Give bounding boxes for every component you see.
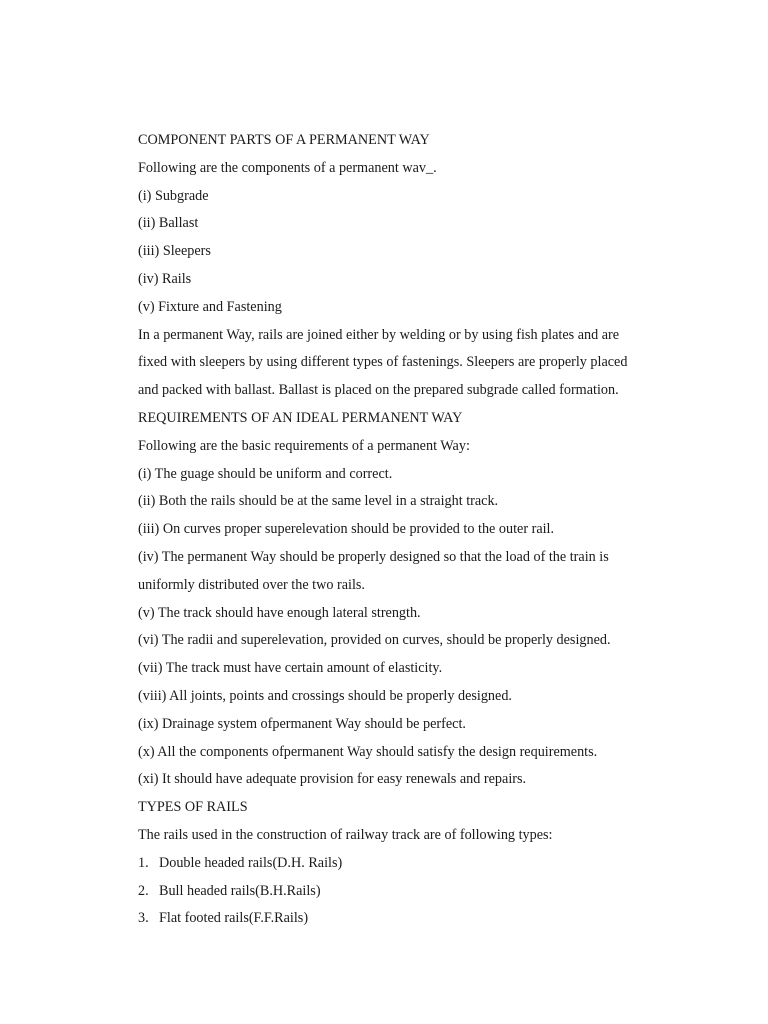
rail-type-item xyxy=(138,908,738,936)
requirement-item: (iv) The permanent Way should be properly designed so that the load of the train is xyxy=(138,548,609,565)
section-heading-rail-types: TYPES OF RAILS xyxy=(138,799,248,816)
requirement-item: (ix) Drainage system ofpermanent Way should be perfect. xyxy=(138,715,466,732)
rail-type-item xyxy=(138,853,738,881)
requirement-item: (ii) Both the rails should be at the same level in a straight track. xyxy=(138,493,499,510)
requirement-item: (xi) It should have adequate provision for easy renewals and repairs. xyxy=(138,771,527,788)
rail-type-label: Bull headed rails(B.H.Rails) xyxy=(159,882,321,899)
requirement-item: (i) The guage should be uniform and correct. xyxy=(138,465,393,482)
components-paragraph-line: and packed with ballast. Ballast is placed on the prepared subgrade called formation. xyxy=(138,382,619,399)
components-intro: Following are the components of a permanent wav_. xyxy=(138,159,437,176)
requirements-intro: Following are the basic requirements of a permanent Way: xyxy=(138,437,470,454)
section-heading-requirements: REQUIREMENTS OF AN IDEAL PERMANENT WAY xyxy=(138,409,463,426)
section-heading-components: COMPONENT PARTS OF A PERMANENT WAY xyxy=(138,132,430,148)
component-item: (ii) Ballast xyxy=(138,215,199,232)
rail-types-intro: The rails used in the construction of railway track are of following types: xyxy=(138,826,553,843)
requirement-item: (x) All the components ofpermanent Way should satisfy the design requirements. xyxy=(138,743,598,760)
components-paragraph-line: fixed with sleepers by using different types of fastenings. Sleepers are properly placed xyxy=(138,354,628,371)
rail-type-label: Flat footed rails(F.F.Rails) xyxy=(159,910,309,927)
component-item: (iv) Rails xyxy=(138,270,192,287)
requirement-item: (viii) All joints, points and crossings should be properly designed. xyxy=(138,687,512,704)
component-item: (v) Fixture and Fastening xyxy=(138,298,282,315)
requirement-item: (vi) The radii and superelevation, provided on curves, should be properly designed. xyxy=(138,632,611,649)
document-page xyxy=(138,130,738,936)
requirement-item: uniformly distributed over the two rails. xyxy=(138,576,365,593)
rail-type-item xyxy=(138,881,738,909)
requirement-item: (v) The track should have enough lateral strength. xyxy=(138,604,421,621)
rail-type-label: Double headed rails(D.H. Rails) xyxy=(159,854,343,871)
list-number: 2. xyxy=(138,882,149,899)
component-item: (iii) Sleepers xyxy=(138,243,211,260)
component-item: (i) Subgrade xyxy=(138,187,209,204)
requirement-item: (vii) The track must have certain amount of elasticity. xyxy=(138,660,443,677)
requirement-item: (iii) On curves proper superelevation should be provided to the outer rail. xyxy=(138,521,555,538)
list-number: 3. xyxy=(138,910,149,927)
list-number: 1. xyxy=(138,854,149,871)
components-paragraph-line: In a permanent Way, rails are joined either by welding or by using fish plates and are xyxy=(138,326,620,343)
